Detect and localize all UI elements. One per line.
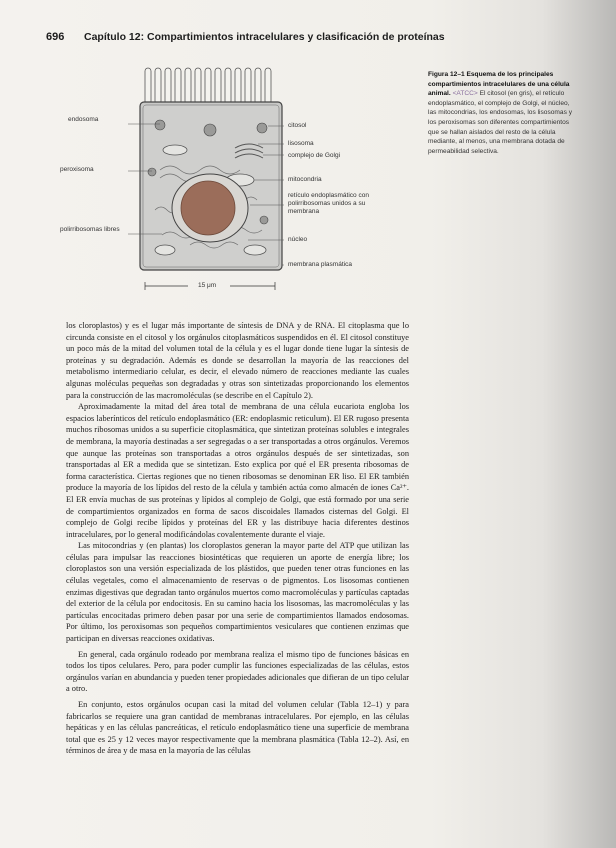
paragraph-3: Las mitocondrias y (en plantas) los cloroplastos generan la mayor parte del ATP que utilizan las células para impulsar las reacciones biosintéticas que requieren un aporte de energía libre; los cloroplastos son una versión especializada de los plástidos, que pueden tener otras funciones en las células vegetales, como el almacenamiento de reservas o de pigmentos. Los lisosomas contienen enzimas digestivas que degradan tanto orgánulos muertos como macromoléculas y partículas captadas del exterior de la célula por endocitosis. En su camino hacia los lisosomas, las macromoléculas y las partículas encocitadas primero deben pasar por una serie de compartimientos llamados endosomas. Por último, los peroxisomas son pequeños compartimientos vesiculares que contienen enzimas que participan en diversas reacciones oxidativas.: [66, 541, 409, 644]
label-mitochondria: mitocondria: [288, 176, 322, 183]
label-peroxisome: peroxisoma: [60, 166, 94, 173]
caption-body: El citosol (en gris), el retículo endoplasmático, el complejo de Golgi, el núcleo, las mitocondrias, los endosomas, los lisosomas y los peroxisomas son diferentes compartimientos que se hallan aislados del resto de la célula mediante, al menos, una membrana dotada de permeabilidad selectiva.: [428, 90, 573, 155]
label-cytosol: citosol: [288, 122, 307, 129]
label-golgi: complejo de Golgi: [288, 152, 341, 159]
label-nucleus: núcleo: [288, 236, 308, 243]
figure-caption: [428, 70, 578, 156]
paragraph-4: En general, cada orgánulo rodeado por membrana realiza el mismo tipo de funciones básicas en todos los tipos celulares. Pero, para poder cumplir las funciones especializadas de las células, estos orgánulos varían en abundancia y pueden tener propiedades adicionales que difieran de un tipo celular a otro.: [66, 649, 409, 694]
paragraph-2: Aproximadamente la mitad del área total de membrana de una célula eucariota engloba los espacios laberínticos del retículo endoplasmático (ER: endoplasmic reticulum). El ER rugoso presenta muchos ribosomas unidos a su superficie citoplasmática, que sintetizan proteínas solubles e integrales de membrana, la mayoría destinadas a ser segregadas o a ser transportadas a otros orgánulos. Veremos que aunque las proteínas son transportadas a otros orgánulos después de ser sintetizadas, son transportadas al ER a medida que se sintetizan. Esto explica por qué el ER presenta ribosomas de forma característica. Ciertas regiones que no tienen ribosomas se denominan ER liso. El ER también produce la mayoría de los lípidos del resto de la célula y también actúa como almacén de iones Ca²⁺. El ER envía muchas de sus proteínas y lípidos al complejo de Golgi, que está formado por una serie de compartimientos organizados en forma de sacos discoidales llamados cisternas del Golgi. El complejo de Golgi recibe lípidos y proteínas del ER y las distribuye hacia diferentes destinos intracelulares, por lo general modificándolas covalentemente durante el viaje.: [66, 402, 409, 539]
chapter-title: Capítulo 12: Compartimientos intracelulares y clasificación de proteínas: [84, 31, 445, 43]
label-plasma-membrane: membrana plasmática: [288, 261, 352, 268]
page-number: 696: [46, 31, 65, 43]
cell-diagram-svg: [70, 60, 430, 300]
label-lysosome: lisosoma: [288, 140, 314, 147]
scale-bar-label: 15 μm: [198, 282, 217, 289]
paragraph-5: En conjunto, estos orgánulos ocupan casi la mitad del volumen celular (Tabla 12–1) y para fabricarlos se requiere una gran cantidad de membranas intracelulares. Por ejemplo, en las células hepáticas y en las células pancreáticas, el retículo endoplasmático tiene una superficie de membrana total que es 25 y 12 veces mayor respectivamente que la membrana plasmática (Tabla 12–2). Así, en términos de área y de masa en la mayoría de las células: [66, 700, 409, 756]
microvilli: [145, 68, 271, 104]
body-text: [66, 320, 409, 757]
label-free-polyribosomes: polirribosomas libres: [60, 226, 120, 233]
label-er: retículo endoplasmático con polirribosomas unidos a su membrana: [288, 192, 369, 215]
nucleus: [181, 181, 235, 235]
caption-title: Figura 12–1 Esquema de los principales compartimientos intracelulares de una célula animal.: [428, 71, 570, 98]
label-endosome: endosoma: [68, 116, 99, 123]
caption-link[interactable]: <ATCC>: [452, 90, 478, 98]
paragraph-1: los cloroplastos) y es el lugar más importante de síntesis de DNA y de RNA. El citoplasma que lo circunda consiste en el citosol y los orgánulos citoplasmáticos suspendidos en él. El citosol constituye un poco más de la mitad del volumen total de la célula y es el lugar donde tiene lugar la síntesis de proteínas y su degradación. Además es donde se desarrollan la mayoría de las reacciones del metabolismo intermediario celular, es decir, el elevado número de reacciones mediante las cuales algunas moléculas pequeñas son degradadas y otras son sintetizadas proporcionando los elementos para la construcción de las macromoléculas (se describe en el Capítulo 2).: [66, 321, 409, 400]
cell-diagram: [60, 60, 430, 300]
